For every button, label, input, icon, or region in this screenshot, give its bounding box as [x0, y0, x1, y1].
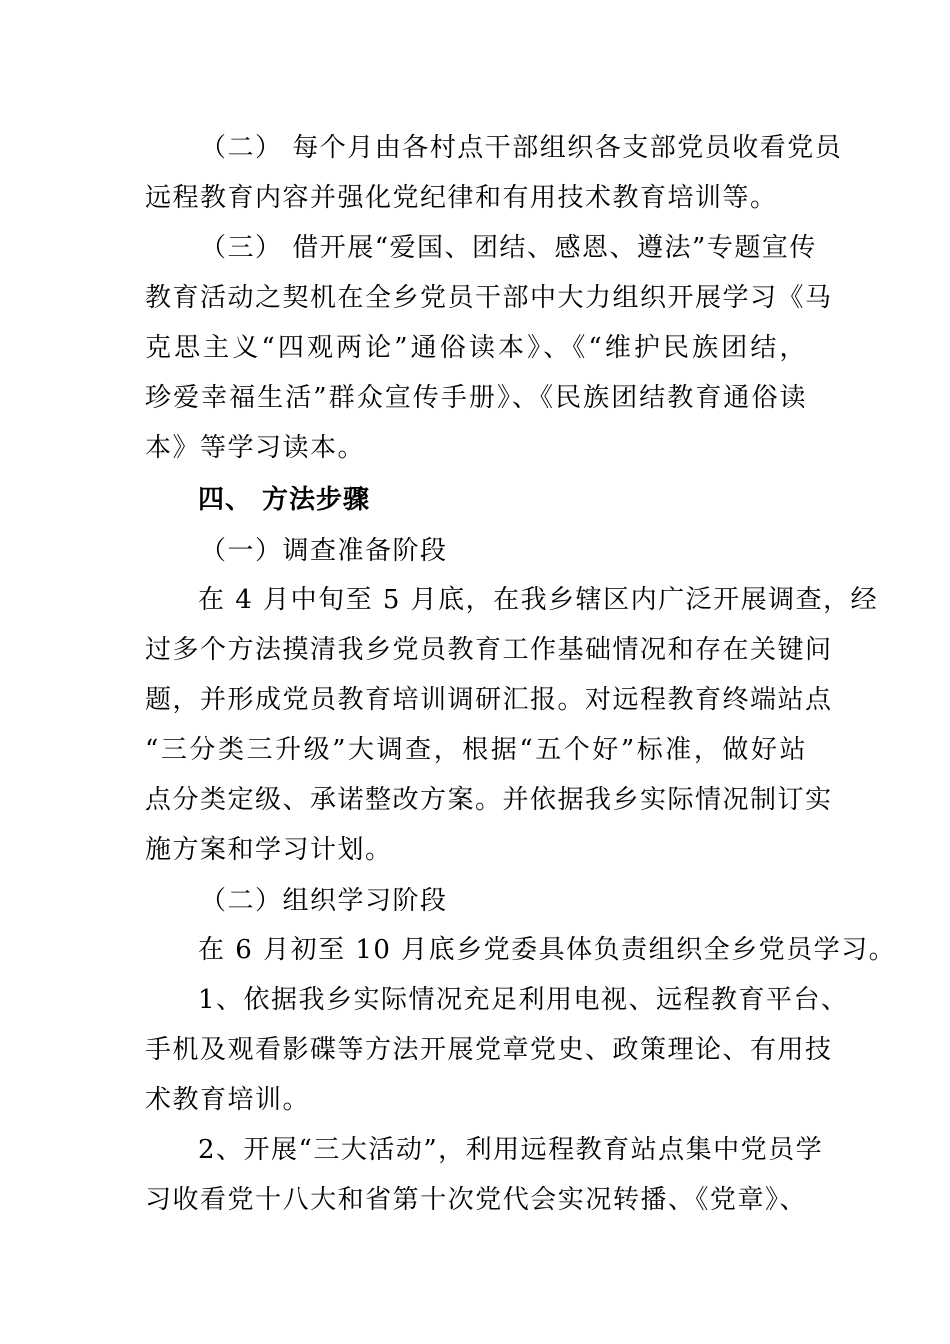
- subsection-heading: （二）组织学习阶段: [200, 886, 448, 916]
- paragraph-line: 点分类定级、承诺整改方案。并依据我乡实际情况制订实: [145, 785, 833, 815]
- paragraph-line: 过多个方法摸清我乡党员教育工作基础情况和存在关键问: [145, 635, 833, 665]
- paragraph-line: 珍爱幸福生活”群众宣传手册》、《民族团结教育通俗读: [145, 383, 807, 413]
- paragraph-line: 习收看党十八大和省第十次党代会实况转播、《党章》、: [145, 1185, 807, 1215]
- paragraph-line: 术教育培训。: [145, 1085, 311, 1115]
- paragraph-line: “三分类三升级”大调查，根据“五个好”标准，做好站: [145, 735, 807, 765]
- paragraph-line: 2、开展“三大活动”，利用远程教育站点集中党员学: [198, 1135, 824, 1165]
- paragraph-line: 教育活动之契机在全乡党员干部中大力组织开展学习《马: [145, 283, 833, 313]
- paragraph-line: 克思主义“四观两论”通俗读本》、《“维护民族团结，: [145, 333, 807, 363]
- paragraph-line: 在 4 月中旬至 5 月底，在我乡辖区内广泛开展调查，经: [198, 585, 879, 615]
- paragraph-line: 手机及观看影碟等方法开展党章党史、政策理论、有用技: [145, 1035, 833, 1065]
- paragraph-line: （二） 每个月由各村点干部组织各支部党员收看党员: [200, 133, 843, 163]
- subsection-heading: （一）调查准备阶段: [200, 536, 448, 566]
- paragraph-line: 在 6 月初至 10 月底乡党委具体负责组织全乡党员学习。: [198, 935, 897, 965]
- paragraph-line: 1、依据我乡实际情况充足利用电视、远程教育平台、: [198, 985, 849, 1015]
- paragraph-line: 题，并形成党员教育培训调研汇报。对远程教育终端站点: [145, 685, 833, 715]
- paragraph-line: 远程教育内容并强化党纪律和有用技术教育培训等。: [145, 183, 778, 213]
- paragraph-line: 本》等学习读本。: [145, 433, 366, 463]
- paragraph-line: （三） 借开展“爱国、团结、感恩、遵法”专题宣传: [200, 233, 817, 263]
- paragraph-line: 施方案和学习计划。: [145, 835, 393, 865]
- section-heading: 四、 方法步骤: [198, 485, 371, 515]
